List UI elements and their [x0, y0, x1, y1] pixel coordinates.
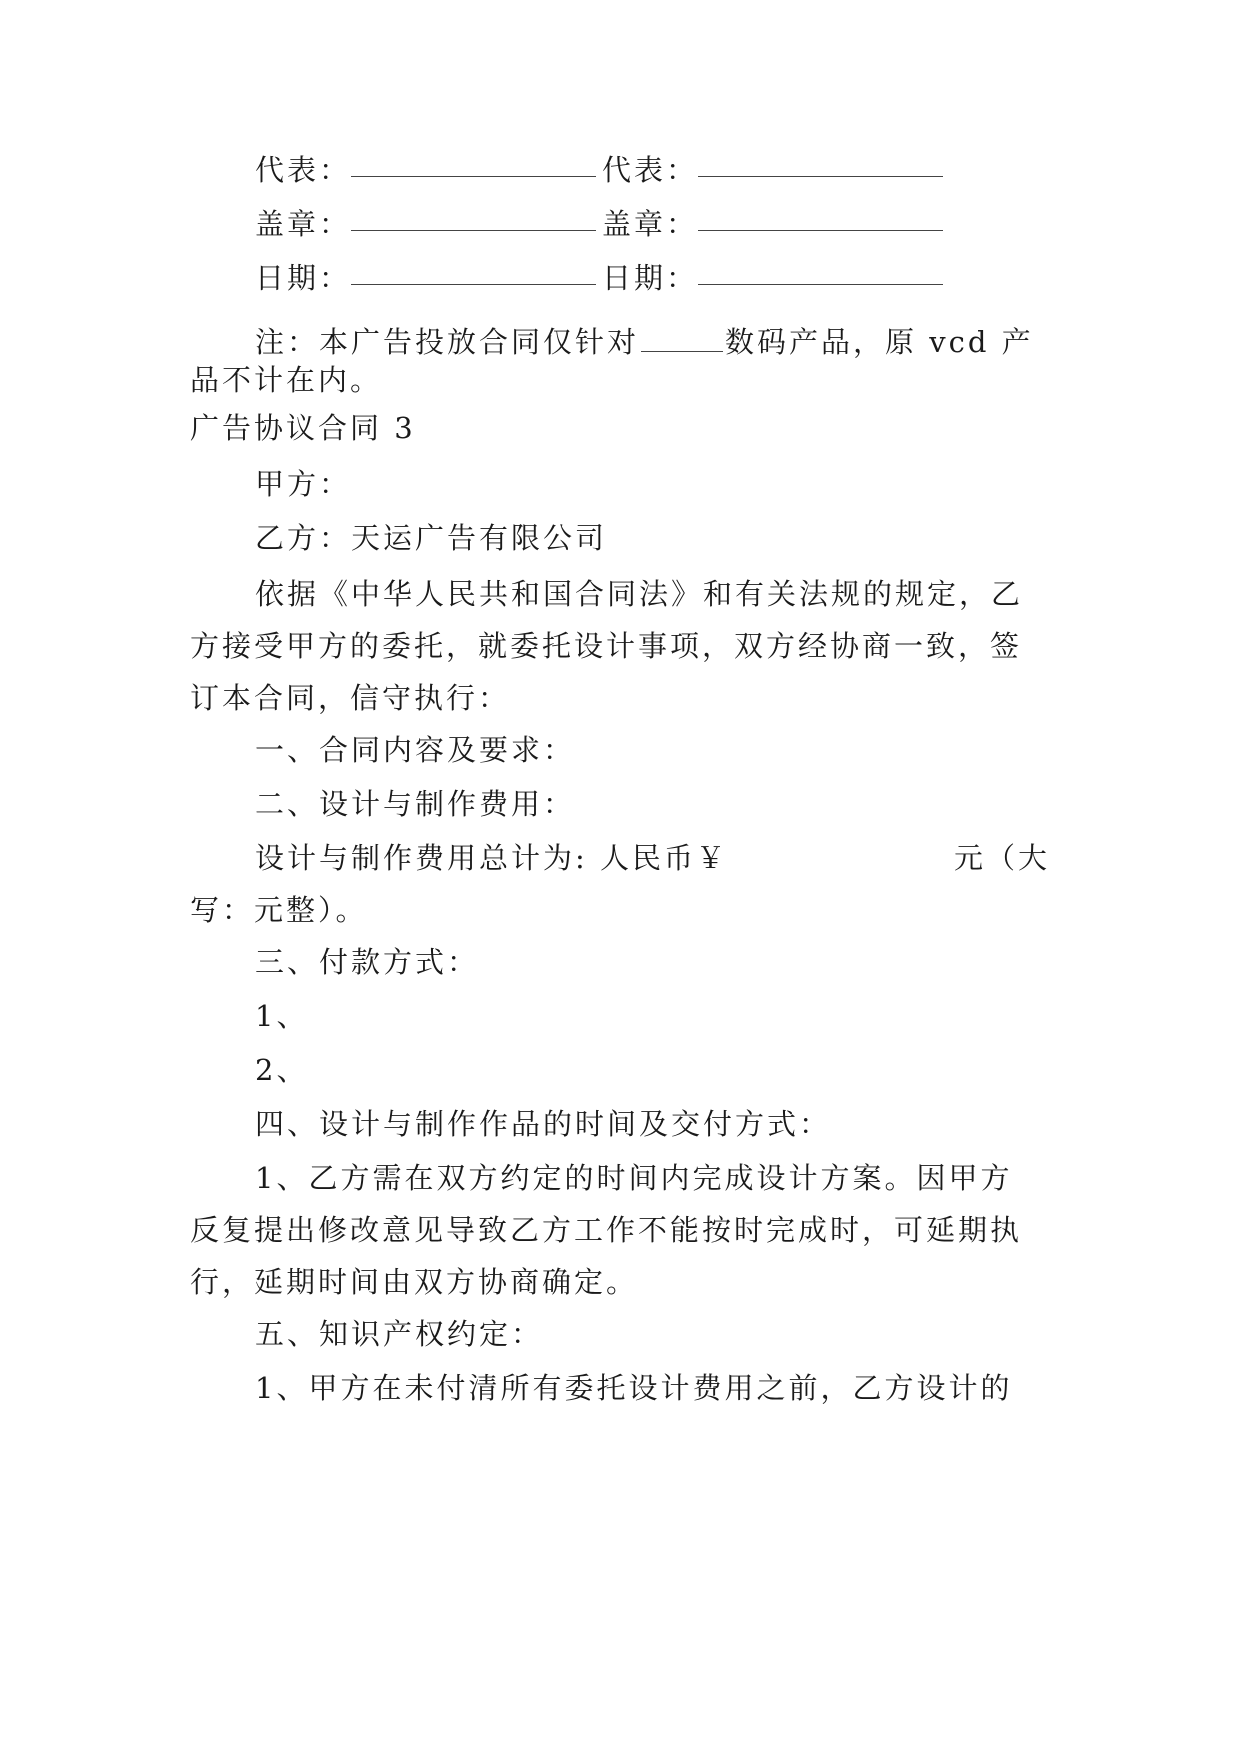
payment-item-2: 2、 — [255, 1053, 309, 1087]
intro-line-1: 依据《中华人民共和国合同法》和有关法规的规定，乙 — [255, 577, 1024, 611]
note-line-2: 品不计在内。 — [190, 363, 383, 397]
seal-blank-party-a[interactable] — [351, 204, 596, 231]
section-5-heading: 五、知识产权约定： — [255, 1317, 544, 1351]
date-label-party-b: 日期： — [602, 261, 699, 295]
delivery-line-2: 反复提出修改意见导致乙方工作不能按时完成时，可延期执 — [190, 1213, 1023, 1247]
party-a-line: 甲方： — [255, 467, 352, 501]
fee-text-right: 元（大 — [953, 841, 1050, 875]
rep-label-party-a: 代表： — [255, 153, 352, 187]
payment-item-1: 1、 — [255, 999, 309, 1033]
seal-label-party-a: 盖章： — [255, 207, 352, 241]
signature-row-representative — [255, 150, 1050, 190]
fee-line-1 — [255, 838, 1050, 878]
delivery-line-1: 1、乙方需在双方约定的时间内完成设计方案。因甲方 — [255, 1161, 1013, 1195]
date-label-party-a: 日期： — [255, 261, 352, 295]
section-4-heading: 四、设计与制作作品的时间及交付方式： — [255, 1107, 832, 1141]
signature-row-seal — [255, 204, 1050, 244]
seal-label-party-b: 盖章： — [602, 207, 699, 241]
note-text-before: 注：本广告投放合同仅针对 — [255, 325, 640, 359]
rep-blank-party-a[interactable] — [351, 150, 596, 177]
contract-title: 广告协议合同 3 — [190, 411, 416, 445]
note-line-1 — [255, 322, 1050, 362]
intro-line-2: 方接受甲方的委托，就委托设计事项，双方经协商一致，签 — [190, 629, 1023, 663]
intro-line-3: 订本合同，信守执行： — [190, 681, 511, 715]
rep-blank-party-b[interactable] — [698, 150, 943, 177]
section-2-heading: 二、设计与制作费用： — [255, 787, 576, 821]
fee-line-2: 写：元整）。 — [190, 893, 368, 927]
signature-row-date — [255, 258, 1050, 298]
seal-blank-party-b[interactable] — [698, 204, 943, 231]
date-blank-party-b[interactable] — [698, 258, 943, 285]
note-text-after: 数码产品，原 vcd 产 — [725, 325, 1034, 359]
party-b-line: 乙方：天运广告有限公司 — [255, 521, 608, 555]
note-product-blank[interactable] — [641, 327, 723, 352]
section-1-heading: 一、合同内容及要求： — [255, 733, 576, 767]
ip-line-1: 1、甲方在未付清所有委托设计费用之前，乙方设计的 — [255, 1371, 1013, 1405]
fee-text-left: 设计与制作费用总计为: 人民币￥ — [255, 841, 728, 875]
delivery-line-3: 行，延期时间由双方协商确定。 — [190, 1265, 639, 1299]
rep-label-party-b: 代表： — [602, 153, 699, 187]
section-3-heading: 三、付款方式： — [255, 945, 480, 979]
date-blank-party-a[interactable] — [351, 258, 596, 285]
